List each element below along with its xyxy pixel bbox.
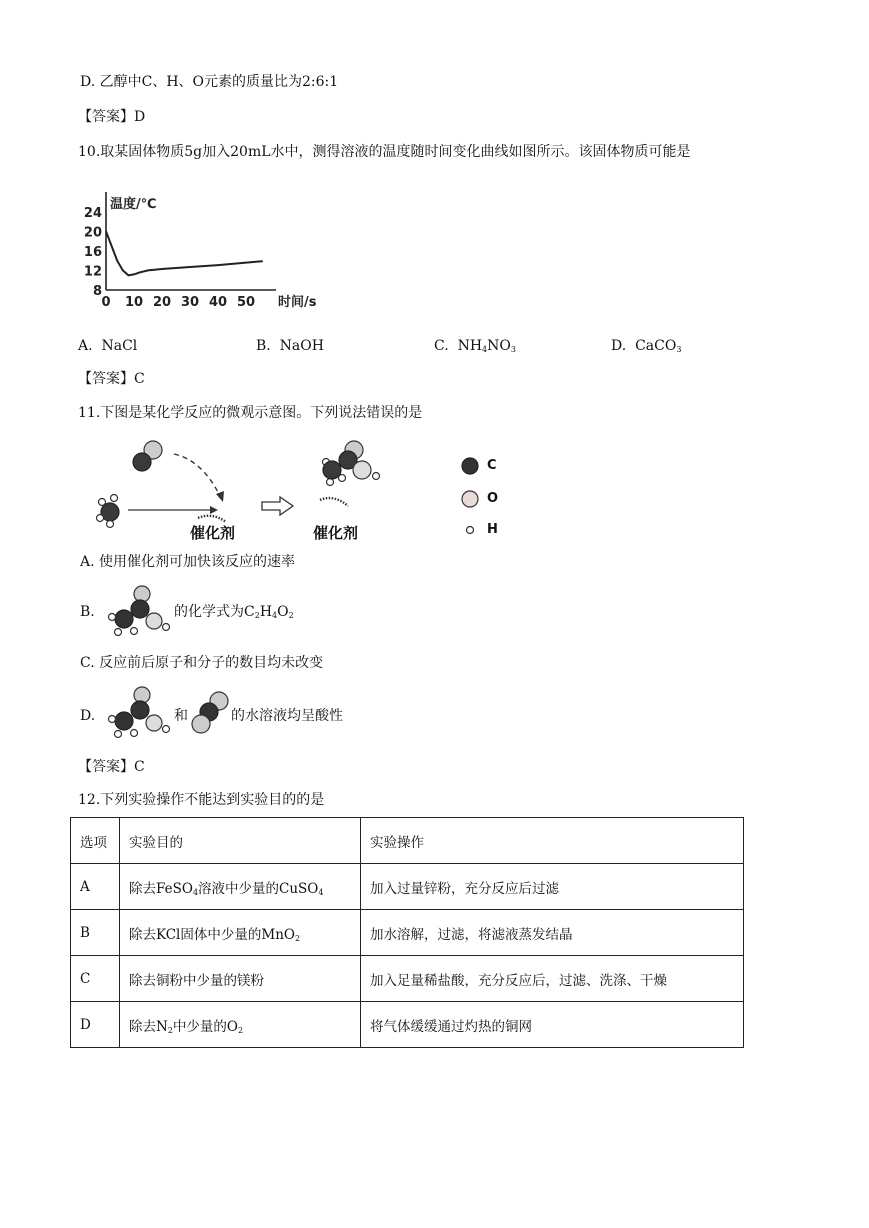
row-operation: 加入足量稀盐酸，充分反应后，过滤、洗涤、干燥 — [361, 956, 744, 1002]
q11-option-b-text: 的化学式为$C_2H_4O_2$ — [174, 604, 294, 620]
chart-x-tick-label: 30 — [180, 295, 200, 310]
acetic-acid-molecule-b — [104, 585, 172, 639]
header-goal: 实验目的 — [120, 818, 361, 864]
q10-option-d: D. CaCO$_3$ — [611, 338, 682, 354]
chart-x-tick-label: 50 — [236, 295, 256, 310]
reactant-ch4-molecule — [97, 495, 120, 528]
chart-y-tick-label: 12 — [83, 264, 102, 280]
chart-x-tick-label: 20 — [152, 295, 172, 310]
q11-answer: 【答案】C — [78, 759, 145, 775]
chart-y-tick-label: 24 — [83, 205, 102, 221]
q10-option-c: C. $NH_4NO_3$ — [434, 338, 516, 354]
catalyst-label-2: 催化剂 — [313, 524, 359, 542]
row-operation: 将气体缓缓通过灼热的铜网 — [361, 1002, 744, 1048]
q10-stem: 10.取某固体物质5g加入20mL水中，测得溶液的温度随时间变化曲线如图所示。该固体物质可能是 — [78, 144, 691, 160]
chart-x-tick-label: 10 — [124, 295, 144, 310]
legend-c-label: C — [487, 458, 497, 473]
chart-xlabel: 时间/s — [278, 295, 317, 310]
temperature-time-chart — [78, 186, 317, 320]
q9-answer: 【答案】D — [78, 109, 146, 125]
acetic-acid-molecule-d — [104, 685, 172, 741]
row-goal: 除去铜粉中少量的镁粉 — [120, 956, 361, 1002]
header-operation: 实验操作 — [361, 818, 744, 864]
row-goal: 除去KCl固体中少量的MnO$_2$ — [120, 910, 361, 956]
table-row — [71, 864, 744, 910]
chart-y-tick-label: 8 — [92, 284, 102, 299]
reactant-co2-molecule — [133, 441, 162, 471]
chart-x-tick-label: 0 — [101, 295, 111, 310]
legend-h-atom — [467, 527, 474, 534]
legend-h-label: H — [487, 522, 498, 537]
catalyst-label-1: 催化剂 — [190, 524, 236, 542]
row-operation: 加水溶解，过滤，将滤液蒸发结晶 — [361, 910, 744, 956]
row-goal: 除去$N_2$中少量的$O_2$ — [120, 1002, 361, 1048]
product-ch3cooh-molecule — [323, 441, 380, 486]
reaction-diagram — [90, 436, 510, 546]
q11-option-c: C. 反应前后原子和分子的数目均未改变 — [80, 655, 324, 671]
chart-series-line — [106, 231, 263, 275]
table-row — [71, 910, 744, 956]
row-option: A — [71, 864, 120, 910]
reaction-svg — [90, 436, 510, 546]
q11-option-d-label: D. — [80, 708, 96, 724]
row-goal: 除去FeSO$_4$溶液中少量的CuSO$_4$ — [120, 864, 361, 910]
q10-option-b: B. NaOH — [256, 338, 324, 354]
q10-option-a: A. NaCl — [78, 338, 138, 354]
q11-option-d-and: 和 — [174, 708, 188, 724]
q10-answer: 【答案】C — [78, 371, 145, 387]
row-option: C — [71, 956, 120, 1002]
legend-o-label: O — [487, 491, 499, 506]
q11-stem: 11.下图是某化学反应的微观示意图。下列说法错误的是 — [78, 405, 423, 421]
row-operation: 加入过量锌粉，充分反应后过滤 — [361, 864, 744, 910]
q9-option-d: D. 乙醇中C、H、O元素的质量比为2:6:1 — [80, 74, 339, 90]
legend-o-atom — [462, 491, 478, 507]
chart-y-tick-label: 20 — [83, 225, 102, 241]
chart-x-tick-label: 40 — [208, 295, 228, 310]
table-row — [71, 956, 744, 1002]
row-option: B — [71, 910, 120, 956]
table-row — [71, 1002, 744, 1048]
experiment-table — [70, 817, 744, 1048]
row-option: D — [71, 1002, 120, 1048]
table-header-row — [71, 818, 744, 864]
q11-option-a: A. 使用催化剂可加快该反应的速率 — [80, 554, 296, 570]
chart-ylabel: 温度/℃ — [110, 197, 157, 212]
q11-option-b-label: B. — [80, 604, 95, 620]
chart-y-tick-label: 16 — [83, 244, 102, 260]
chart-svg — [78, 186, 317, 320]
co2-molecule-d — [187, 688, 233, 738]
q11-option-d-text: 的水溶液均呈酸性 — [231, 708, 343, 724]
legend-c-atom — [462, 458, 478, 474]
q12-stem: 12.下列实验操作不能达到实验目的的是 — [78, 792, 325, 808]
header-option: 选项 — [71, 818, 120, 864]
